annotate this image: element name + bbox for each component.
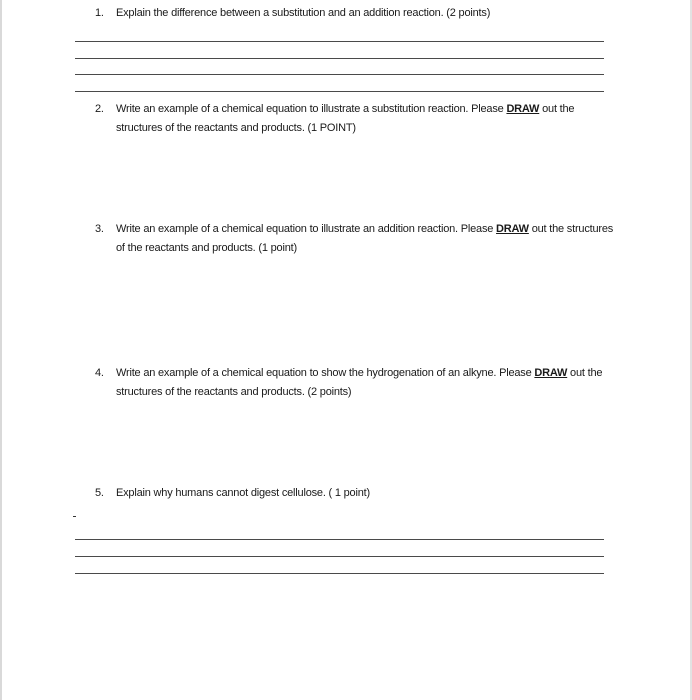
answer-line-5c[interactable] [75, 573, 604, 574]
answer-line-5a[interactable] [75, 539, 604, 540]
answer-line-1c[interactable] [75, 74, 604, 75]
question-4-text-after: out the structures of the reactants and products. (2 points) [116, 367, 603, 398]
question-5-text-main: Explain why humans cannot digest cellulose. ( 1 point) [116, 487, 370, 499]
question-3-text [116, 220, 615, 258]
answer-line-1b[interactable] [75, 58, 604, 59]
question-4 [95, 364, 615, 402]
question-2-text [116, 100, 615, 138]
question-2-draw-emphasis: DRAW [506, 103, 540, 115]
page-left-edge [0, 0, 2, 700]
question-4-draw-emphasis: DRAW [534, 367, 568, 379]
question-2 [95, 100, 615, 138]
question-3-text-after: out the structures of the reactants and products. (1 point) [116, 223, 614, 254]
question-4-number: 4. [95, 367, 104, 379]
question-2-text-after: out the structures of the reactants and products. (1 POINT) [116, 103, 575, 134]
question-1-text-main: Explain the difference between a substitution and an addition reaction. (2 points) [116, 7, 491, 19]
margin-mark [73, 516, 76, 517]
question-5-text [116, 484, 615, 503]
question-5-number: 5. [95, 487, 104, 499]
answer-line-5b[interactable] [75, 556, 604, 557]
question-1-number: 1. [95, 7, 104, 19]
question-3-text-before: Write an example of a chemical equation to illustrate an addition reaction. Please [116, 223, 497, 235]
question-4-text [116, 364, 615, 402]
question-3 [95, 220, 615, 258]
question-3-number: 3. [95, 223, 104, 235]
question-4-text-before: Write an example of a chemical equation to show the hydrogenation of an alkyne. Please [116, 367, 535, 379]
question-2-number: 2. [95, 103, 104, 115]
answer-line-1a[interactable] [75, 41, 604, 42]
question-2-text-before: Write an example of a chemical equation to illustrate a substitution reaction. Please [116, 103, 507, 115]
question-5 [95, 484, 615, 503]
question-3-draw-emphasis: DRAW [496, 223, 529, 235]
question-1 [95, 4, 615, 23]
question-1-text [116, 4, 615, 23]
answer-line-1d[interactable] [75, 91, 604, 92]
